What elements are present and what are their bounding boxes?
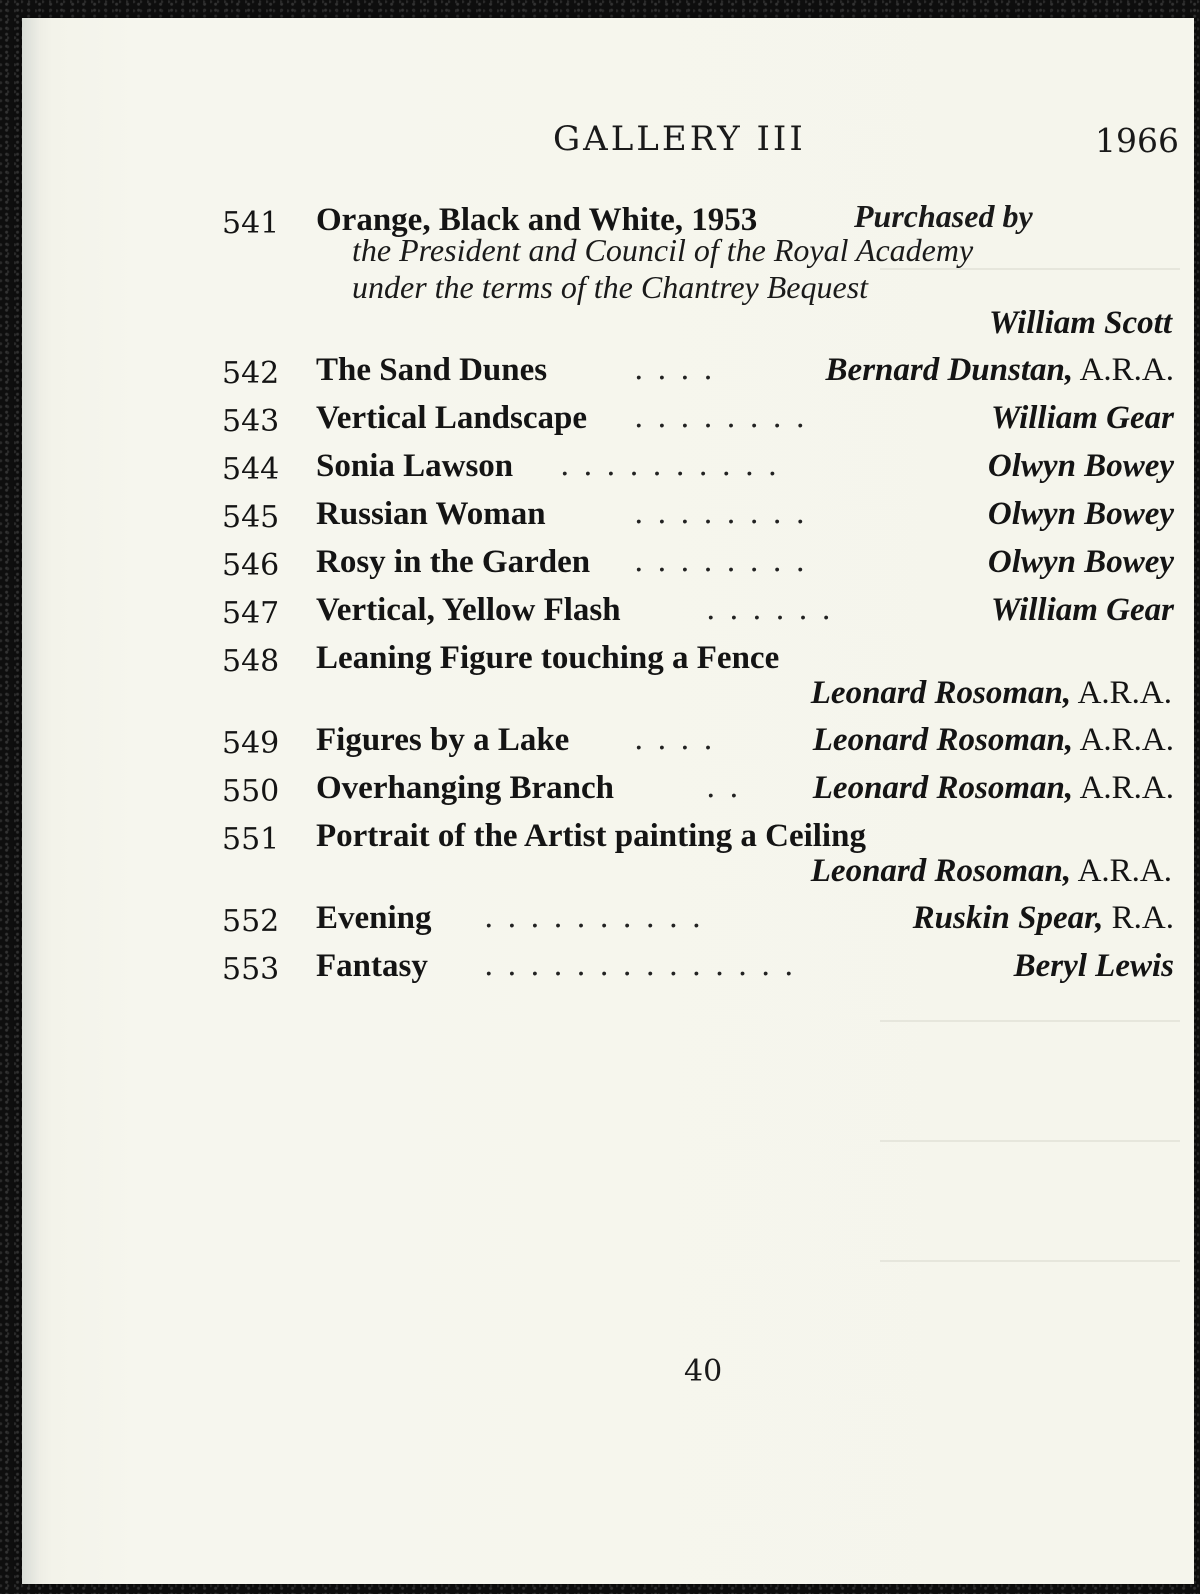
catalogue-entry [222, 722, 1174, 762]
entry-artist [991, 400, 1174, 437]
entry-title: Rosy in the Garden [316, 544, 591, 580]
dot-leader: . . . . [634, 352, 715, 387]
artist-honour: A.R.A. [1073, 722, 1174, 758]
bleed-through-mark [880, 1260, 1180, 1262]
dot-leader: . . . . . . . . [634, 496, 808, 531]
entry-title: The Sand Dunes [316, 352, 548, 388]
dot-leader: . . . . . . . . . . [560, 448, 780, 483]
catalogue-entry [222, 592, 1174, 632]
catalogue-entry [222, 900, 1174, 940]
entry-number: 541 [222, 206, 280, 241]
catalogue-entry [222, 352, 1174, 392]
catalogue-entry [222, 448, 1174, 488]
entry-title: Vertical, Yellow Flash [316, 592, 621, 628]
artist-name: Leonard Rosoman, [812, 722, 1074, 758]
catalogue-entry [222, 496, 1174, 536]
entry-number: 550 [222, 774, 280, 809]
page-number: 40 [684, 1354, 723, 1389]
entry-title: Figures by a Lake [316, 722, 570, 758]
entry-number: 546 [222, 548, 280, 583]
entry-artist [1014, 948, 1174, 985]
artist-honour: A.R.A. [1073, 352, 1174, 388]
artist-name: William Scott [988, 305, 1172, 341]
artist-name: Ruskin Spear, [912, 900, 1104, 936]
exhibition-year: 1966 [1095, 121, 1179, 160]
artist-name: Leonard Rosoman, [812, 770, 1074, 806]
entry-title: Sonia Lawson [316, 448, 514, 484]
entry-note-line: under the terms of the Chantrey Bequest [352, 269, 869, 305]
catalogue-entry [222, 770, 1174, 810]
entry-title: Orange, Black and White, 1953 [316, 202, 758, 238]
entry-number: 552 [222, 904, 280, 939]
page-binding-edge [22, 18, 40, 1584]
dot-leader: . . [706, 770, 741, 805]
dot-leader: . . . . . . . . . . . . . . [484, 948, 796, 983]
dot-leader: . . . . [634, 722, 715, 757]
entry-artist [989, 305, 1172, 342]
artist-name: Olwyn Bowey [987, 448, 1174, 484]
dot-leader: . . . . . . [706, 592, 833, 627]
entry-artist [988, 496, 1174, 533]
entry-title: Portrait of the Artist painting a Ceiling [316, 818, 866, 854]
entry-number: 543 [222, 404, 280, 439]
entry-artist [811, 675, 1172, 712]
gallery-heading: GALLERY III [553, 119, 806, 159]
artist-name: William Gear [990, 592, 1174, 628]
artist-name: William Gear [990, 400, 1174, 436]
artist-name: Leonard Rosoman, [810, 853, 1072, 889]
entry-artist [826, 352, 1174, 389]
entry-number: 549 [222, 726, 280, 761]
artist-name: Bernard Dunstan, [825, 352, 1074, 388]
entry-title: Evening [316, 900, 432, 936]
entry-artist [913, 900, 1174, 937]
entry-number: 551 [222, 822, 280, 857]
catalogue-entry [222, 640, 1174, 680]
catalogue-entry [222, 544, 1174, 584]
entry-note-line: the President and Council of the Royal Academy [352, 232, 974, 268]
entry-title: Fantasy [316, 948, 428, 984]
artist-honour: A.R.A. [1071, 675, 1172, 711]
artist-name: Olwyn Bowey [987, 496, 1174, 532]
entry-artist [991, 592, 1174, 629]
entry-number: 542 [222, 356, 280, 391]
artist-honour: A.R.A. [1071, 853, 1172, 889]
entry-title: Vertical Landscape [316, 400, 588, 436]
entry-artist [811, 853, 1172, 890]
entry-title: Leaning Figure touching a Fence [316, 640, 780, 676]
dot-leader: . . . . . . . . [634, 544, 808, 579]
entry-number: 553 [222, 952, 280, 987]
entry-number: 545 [222, 500, 280, 535]
artist-name: Leonard Rosoman, [810, 675, 1072, 711]
bleed-through-mark [880, 1020, 1180, 1022]
bleed-through-mark [880, 1140, 1180, 1142]
entry-title: Russian Woman [316, 496, 546, 532]
dot-leader: . . . . . . . . [634, 400, 808, 435]
entry-number: 548 [222, 644, 280, 679]
artist-name: Olwyn Bowey [987, 544, 1174, 580]
dot-leader: . . . . . . . . . . [484, 900, 704, 935]
entry-artist [813, 722, 1174, 759]
entry-artist [988, 544, 1174, 581]
entry-title: Overhanging Branch [316, 770, 614, 806]
artist-name: Beryl Lewis [1013, 948, 1174, 984]
entry-note-lead: Purchased by [854, 198, 1033, 234]
entry-number: 547 [222, 596, 280, 631]
catalogue-entry [222, 818, 1174, 858]
catalogue-entry [222, 948, 1174, 988]
artist-honour: A.R.A. [1073, 770, 1174, 806]
catalogue-entry [222, 400, 1174, 440]
entry-artist [813, 770, 1174, 807]
entry-artist [988, 448, 1174, 485]
artist-honour: R.A. [1103, 900, 1174, 936]
entry-number: 544 [222, 452, 280, 487]
